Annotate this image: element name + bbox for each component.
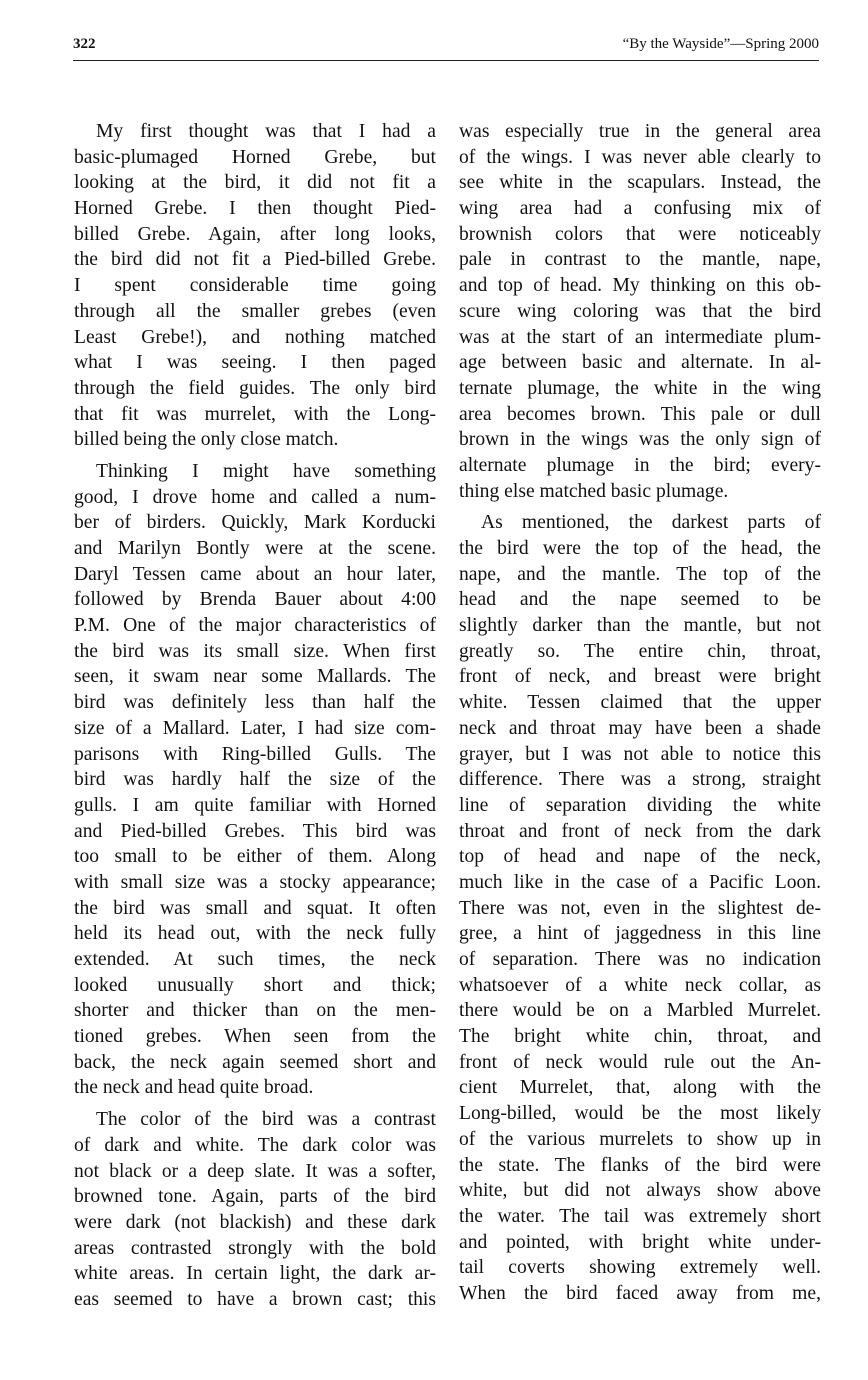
- right-column: [459, 119, 821, 1307]
- text-line: Least Grebe!), and nothing matched: [74, 326, 436, 348]
- text-line: through all the smaller grebes (even: [74, 300, 436, 322]
- text-line: alternate plumage in the bird; every-: [459, 454, 821, 476]
- text-line: the neck and head quite broad.: [74, 1077, 314, 1099]
- text-line: bird was definitely less than half the: [74, 692, 436, 714]
- text-line: grayer, but I was not able to notice this: [459, 743, 821, 765]
- text-line: was especially true in the general area: [459, 121, 821, 142]
- text-line: of the wings. I was never able clearly to: [459, 146, 821, 168]
- text-line: see white in the scapulars. Instead, the: [459, 172, 821, 194]
- text-line: wing area had a confusing mix of: [459, 198, 821, 220]
- text-line: ternate plumage, the white in the wing: [459, 377, 821, 399]
- text-line: nape, and the mantle. The top of the: [459, 563, 821, 585]
- text-line: billed being the only close match.: [74, 429, 339, 451]
- text-line: tail coverts showing extremely well.: [459, 1257, 821, 1279]
- text-line: and pointed, with bright white under-: [459, 1231, 821, 1253]
- text-line: eas seemed to have a brown cast; this: [74, 1288, 436, 1310]
- text-line: through the field guides. The only bird: [74, 377, 436, 399]
- text-line: extended. At such times, the neck: [74, 949, 436, 970]
- running-title: “By the Wayside”—Spring 2000: [622, 36, 819, 52]
- text-line: and top of head. My thinking on this ob-: [459, 275, 821, 297]
- text-line: There was not, even in the slightest de-: [459, 897, 821, 919]
- text-line: too small to be either of them. Along: [74, 846, 436, 868]
- text-line: billed Grebe. Again, after long looks,: [74, 223, 436, 245]
- text-line: thing else matched basic plumage.: [459, 480, 729, 502]
- text-line: bird was hardly half the size of the: [74, 769, 436, 791]
- text-line: head and the nape seemed to be: [459, 589, 821, 611]
- text-line: looking at the bird, it did not fit a: [74, 172, 436, 194]
- text-line: area becomes brown. This pale or dull: [459, 403, 821, 425]
- text-line: As mentioned, the darkest parts of: [481, 512, 821, 534]
- text-line: whatsoever of a white neck collar, as: [459, 974, 821, 996]
- text-line: white, but did not always show above: [459, 1180, 821, 1202]
- text-line: The color of the bird was a contrast: [96, 1109, 436, 1131]
- text-line: size of a Mallard. Later, I had size com-: [74, 717, 436, 739]
- text-line: When the bird faced away from me,: [459, 1282, 821, 1304]
- text-line: slightly darker than the mantle, but not: [459, 615, 821, 637]
- text-line: cient Murrelet, that, along with the: [459, 1077, 821, 1099]
- text-line: much like in the case of a Pacific Loon.: [459, 871, 821, 893]
- text-line: line of separation dividing the white: [459, 794, 821, 816]
- text-line: My first thought was that I had a: [96, 121, 436, 142]
- text-line: the state. The flanks of the bird were: [459, 1154, 821, 1176]
- text-line: front of neck, and breast were bright: [459, 666, 821, 688]
- text-line: back, the neck again seemed short and: [74, 1051, 436, 1073]
- text-line: gree, a hint of jaggedness in this line: [459, 923, 821, 945]
- text-line: brownish colors that were noticeably: [459, 223, 821, 245]
- text-line: browned tone. Again, parts of the bird: [74, 1186, 436, 1208]
- text-line: The bright white chin, throat, and: [459, 1026, 821, 1048]
- text-line: and Marilyn Bontly were at the scene.: [74, 538, 436, 559]
- text-line: basic-plumaged Horned Grebe, but: [74, 146, 436, 168]
- text-line: the bird were the top of the head, the: [459, 538, 821, 559]
- text-line: white areas. In certain light, the dark ar-: [74, 1263, 436, 1285]
- text-line: the bird was its small size. When first: [74, 640, 436, 662]
- text-line: looked unusually short and thick;: [74, 974, 436, 996]
- text-line: I spent considerable time going: [74, 275, 436, 297]
- text-line: and Pied-billed Grebes. This bird was: [74, 820, 436, 842]
- text-line: were dark (not blackish) and these dark: [74, 1211, 436, 1233]
- text-line: seen, it swam near some Mallards. The: [74, 666, 436, 688]
- text-line: there would be on a Marbled Murrelet.: [459, 1000, 821, 1022]
- text-line: pale in contrast to the mantle, nape,: [459, 249, 821, 271]
- text-line: tioned grebes. When seen from the: [74, 1026, 436, 1048]
- text-line: ber of birders. Quickly, Mark Korducki: [74, 512, 436, 534]
- text-line: front of neck would rule out the An-: [459, 1051, 821, 1073]
- text-line: Daryl Tessen came about an hour later,: [74, 563, 436, 585]
- text-line: scure wing coloring was that the bird: [459, 300, 821, 322]
- text-line: what I was seeing. I then paged: [74, 352, 436, 374]
- text-line: difference. There was a strong, straight: [459, 769, 821, 791]
- text-line: parisons with Ring-billed Gulls. The: [74, 743, 436, 765]
- text-line: areas contrasted strongly with the bold: [74, 1237, 436, 1259]
- text-line: the water. The tail was extremely short: [459, 1205, 821, 1227]
- text-line: Long-billed, would be the most likely: [459, 1103, 821, 1125]
- text-line: P.M. One of the major characteristics of: [74, 615, 436, 637]
- page-header: [73, 36, 819, 61]
- text-line: brown in the wings was the only sign of: [459, 429, 821, 451]
- text-line: shorter and thicker than on the men-: [74, 1000, 436, 1022]
- left-column: [74, 119, 436, 1313]
- text-line: Thinking I might have something: [96, 460, 436, 482]
- text-line: good, I drove home and called a num-: [74, 486, 436, 508]
- text-line: the bird did not fit a Pied-billed Grebe.: [74, 249, 436, 271]
- text-line: throat and front of neck from the dark: [459, 820, 821, 842]
- text-line: of dark and white. The dark color was: [74, 1134, 436, 1156]
- text-line: Horned Grebe. I then thought Pied-: [74, 198, 436, 220]
- text-line: neck and throat may have been a shade: [459, 717, 821, 739]
- page-number: 322: [73, 36, 96, 52]
- text-line: age between basic and alternate. In al-: [459, 352, 821, 374]
- text-line: was at the start of an intermediate plum-: [459, 326, 821, 348]
- text-line: top of head and nape of the neck,: [459, 846, 821, 868]
- text-line: held its head out, with the neck fully: [74, 923, 436, 945]
- text-line: white. Tessen claimed that the upper: [459, 692, 821, 714]
- text-line: followed by Brenda Bauer about 4:00: [74, 589, 436, 611]
- text-line: of separation. There was no indication: [459, 949, 821, 970]
- text-line: that fit was murrelet, with the Long-: [74, 403, 436, 425]
- text-line: greatly so. The entire chin, throat,: [459, 640, 821, 662]
- text-line: not black or a deep slate. It was a softer,: [74, 1160, 436, 1182]
- text-line: the bird was small and squat. It often: [74, 897, 436, 919]
- text-line: gulls. I am quite familiar with Horned: [74, 794, 436, 816]
- text-line: of the various murrelets to show up in: [459, 1128, 821, 1150]
- text-line: with small size was a stocky appearance;: [74, 871, 436, 893]
